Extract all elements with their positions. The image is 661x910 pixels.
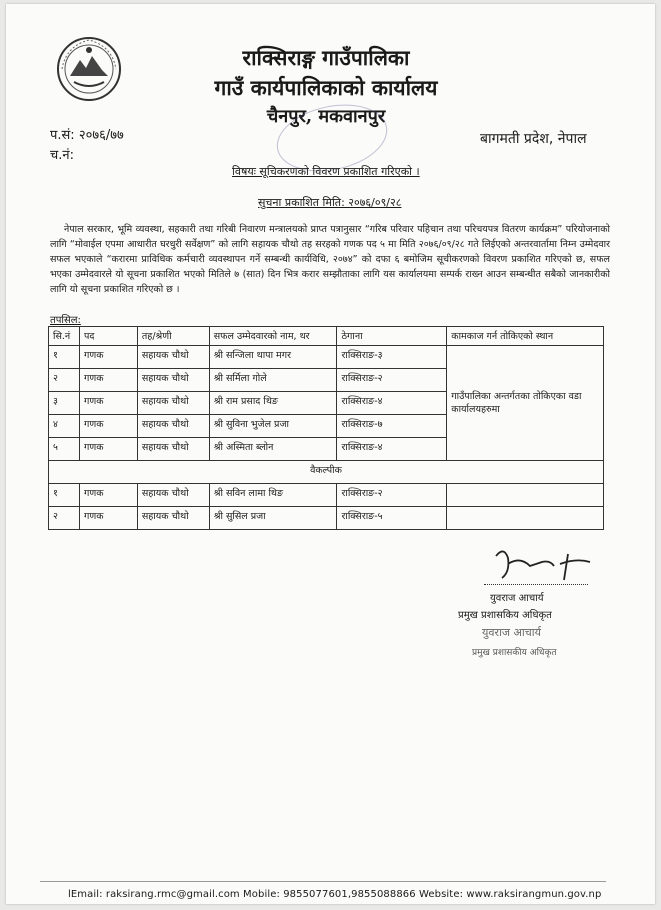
signature-line	[484, 584, 588, 585]
subject-line: विषयः सूचिकरणको विवरण प्रकाशित गरिएको ।	[232, 165, 420, 178]
signatory-title: प्रमुख प्रशासकिय अधिकृत	[458, 610, 552, 621]
cell-level: सहायक चौथो	[137, 392, 209, 415]
cell-post: गणक	[79, 484, 137, 507]
reference-number: प.सं: २०७६/७७	[50, 128, 124, 143]
cell-post: गणक	[79, 392, 137, 415]
footer-divider	[40, 881, 606, 882]
signatory-name: युवराज आचार्य	[490, 593, 544, 604]
cell-serial: ३	[49, 392, 80, 415]
seal-name: युवराज आचार्य	[482, 626, 541, 639]
cell-serial: २	[49, 369, 80, 392]
cell-post: गणक	[79, 346, 137, 369]
table-row	[49, 484, 604, 507]
header-address: ठेगाना	[337, 327, 447, 346]
cell-address: राक्सिराङ-४	[337, 392, 447, 415]
alternate-header-row	[49, 461, 604, 484]
cell-workplace-empty	[447, 484, 604, 507]
cell-workplace-empty	[447, 507, 604, 530]
table-row	[49, 346, 604, 369]
alternate-label: वैकल्पीक	[49, 461, 604, 484]
cell-post: गणक	[79, 507, 137, 530]
cell-name: श्री सर्मिला गोले	[209, 369, 337, 392]
details-label: तपसिल:	[50, 315, 81, 326]
handwritten-signature	[490, 544, 600, 588]
document-page	[6, 4, 655, 904]
publish-date: सुचना प्रकाशित मिति: २०७६/०९/२८	[258, 196, 402, 209]
header-level: तह/श्रेणी	[137, 327, 209, 346]
cell-level: सहायक चौथो	[137, 346, 209, 369]
cell-address: राक्सिराङ-३	[337, 346, 447, 369]
cell-name: श्री सन्जिला थापा मगर	[209, 346, 337, 369]
header-workplace: कामकाज गर्न तोकिएको स्थान	[447, 327, 604, 346]
cell-address: राक्सिराङ-२	[337, 369, 447, 392]
cell-post: गणक	[79, 369, 137, 392]
cell-name: श्री सुसिल प्रजा	[209, 507, 337, 530]
header-post: पद	[79, 327, 137, 346]
municipality-name: राक्सिराङ्ग गाउँपालिका	[242, 45, 410, 70]
notice-body: नेपाल सरकार, भूमि व्यवस्था, सहकारी तथा गरिबी निवारण मन्त्रालयको प्राप्त पत्रानुसार “गरिब परिवार पहिचान तथा परिचयपत्र वितरण कार्यक्रम” परियोजनाको लागि “मोवाईल एपमा आधारीत घरधुरी सर्वेक्षण” को लागि सहायक चौथो तह सरहको गणक पद ५ मा मिति २०७६/०९/२८ गते लिईएको अन्तरवार्तामा निम्न उम्मेदवार सफल भएकाले “करारमा प्राविधिक कर्मचारी व्यवस्थापन गर्ने सम्बन्धी कार्यविधि, २०७४” को दफा ६ बमोजिम सूचीकरणको विवरण प्रकाशित गरिएको छ, सफल भएका उम्मेदवारले यो सूचना प्रकाशित भएको मितिले ७ (सात) दिन भित्र करार सम्झौताका लागि यस कार्यालयमा सम्पर्क राख्न आउन सम्बन्धीत सबैको जानकारीको लागि यो सूचना प्रकाशित गरिएको छ ।	[50, 224, 610, 295]
cell-post: गणक	[79, 438, 137, 461]
cell-level: सहायक चौथो	[137, 438, 209, 461]
cell-level: सहायक चौथो	[137, 369, 209, 392]
office-name: गाउँ कार्यपालिकाको कार्यालय	[214, 75, 438, 100]
cell-serial: २	[49, 507, 80, 530]
cell-level: सहायक चौथो	[137, 415, 209, 438]
seal-title: प्रमुख प्रशासकीय अधिकृत	[472, 648, 557, 658]
candidates-table	[48, 326, 604, 530]
cell-address: राक्सिराङ-७	[337, 415, 447, 438]
cell-level: सहायक चौथो	[137, 484, 209, 507]
office-address: चैनपुर, मकवानपुर	[266, 106, 386, 127]
cell-name: श्री राम प्रसाद थिङ	[209, 392, 337, 415]
cell-name: श्री सुविना भुजेल प्रजा	[209, 415, 337, 438]
footer-contact: lEmail: raksirang.rmc@gmail.com Mobile: 9855077601,9855088866 Website: www.raksirangmun.gov.np	[68, 889, 602, 900]
table-row	[49, 507, 604, 530]
cell-name: श्री अस्मिता ब्लोन	[209, 438, 337, 461]
cell-level: सहायक चौथो	[137, 507, 209, 530]
cell-serial: ५	[49, 438, 80, 461]
cell-address: राक्सिराङ-४	[337, 438, 447, 461]
header-serial: सि.नं	[49, 327, 80, 346]
header-name: सफल उम्मेदवारको नाम, थर	[209, 327, 337, 346]
table-header-row	[49, 327, 604, 346]
nepal-government-emblem-icon	[56, 36, 122, 102]
cell-post: गणक	[79, 415, 137, 438]
cell-serial: ४	[49, 415, 80, 438]
cell-serial: १	[49, 346, 80, 369]
cell-serial: १	[49, 484, 80, 507]
province-label: बागमती प्रदेश, नेपाल	[480, 131, 587, 147]
cell-workplace: गाउँपालिका अन्तर्गतका तोकिएका वडा कार्यालयहरुमा	[447, 346, 604, 461]
cell-name: श्री सविन लामा थिङ	[209, 484, 337, 507]
cell-address: राक्सिराङ-२	[337, 484, 447, 507]
dispatch-number: च.नं:	[50, 148, 74, 163]
cell-address: राक्सिराङ-५	[337, 507, 447, 530]
